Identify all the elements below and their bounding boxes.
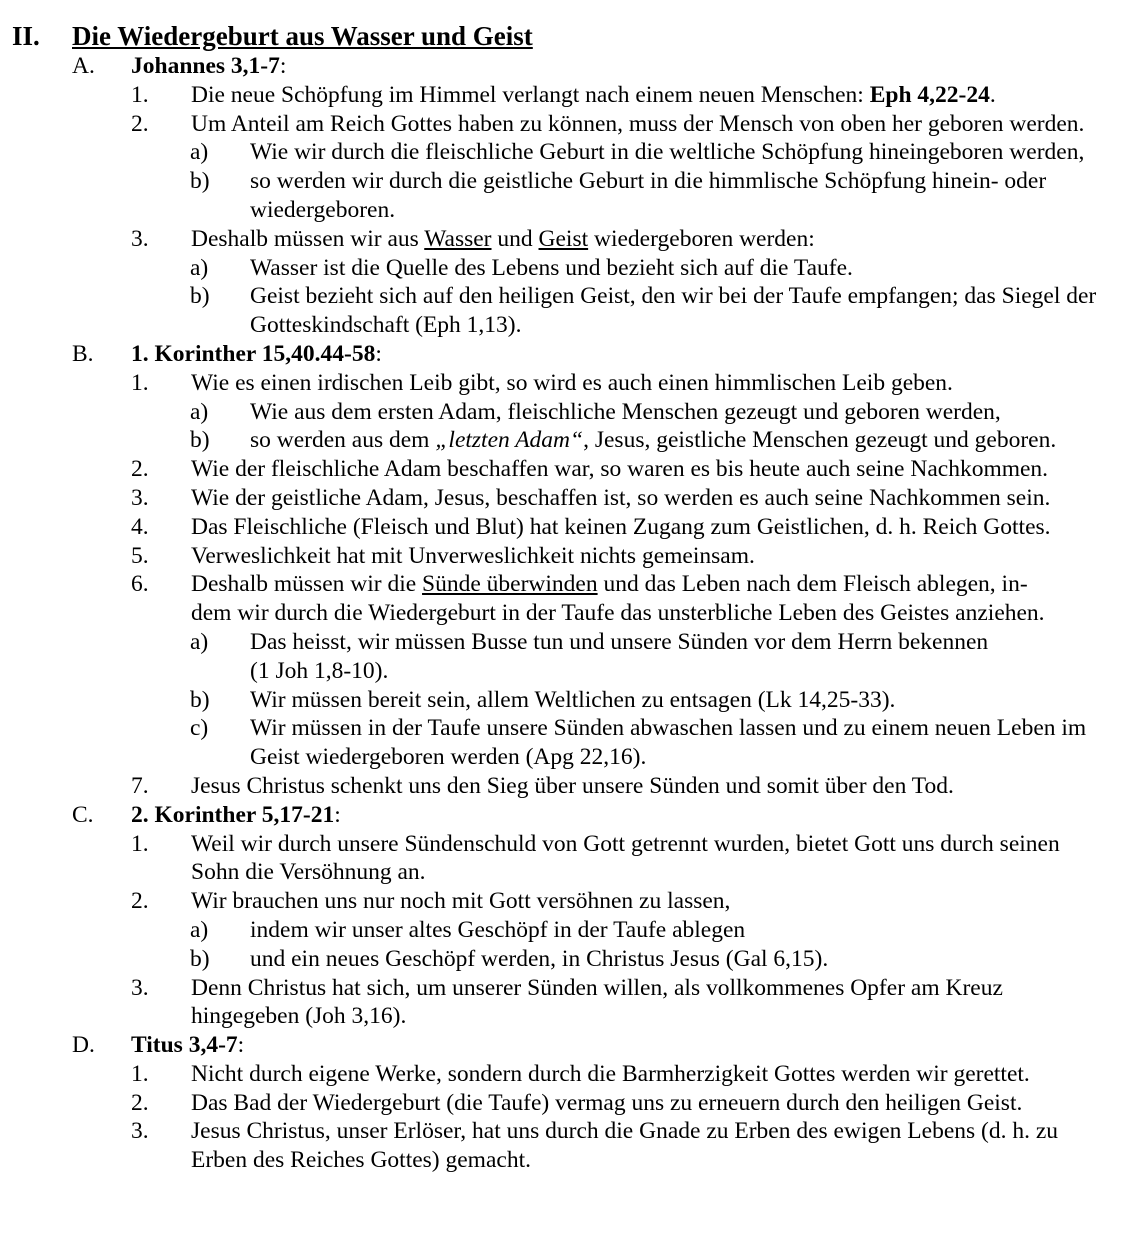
sub-list-item: b) Wir müssen bereit sein, allem Weltlichen zu entsagen (Lk 14,25-33). <box>190 686 896 713</box>
list-item: 5. Verweslichkeit hat mit Unverweslichkeit nichts gemeinsam. <box>131 542 755 569</box>
list-item: 1. Nicht durch eigene Werke, sondern durch die Barmherzigkeit Gottes werden wir gerettet. <box>131 1060 1030 1087</box>
section-letter: C. <box>72 801 94 828</box>
section-reference: Johannes 3,1-7 <box>131 53 280 79</box>
section-letter: B. <box>72 340 94 367</box>
underlined-term: Sünde überwinden <box>422 571 598 598</box>
list-item: 2. Das Bad der Wiedergeburt (die Taufe) vermag uns zu erneuern durch den heiligen Geist. <box>131 1089 1023 1116</box>
section-reference: 2. Korinther 5,17-21 <box>131 801 335 828</box>
section-heading-b: B. 1. Korinther 15,40.44-58: <box>72 340 382 367</box>
chapter-heading <box>0 20 1125 52</box>
section-heading-c: C. 2. Korinther 5,17-21: <box>72 801 341 828</box>
list-item: 2. Wir brauchen uns nur noch mit Gott versöhnen zu lassen, <box>131 888 731 915</box>
underlined-term: Wasser <box>424 225 492 252</box>
section-heading-a: A. Johannes 3,1-7: <box>72 53 287 79</box>
list-item: 3. Denn Christus hat sich, um unserer Sünden willen, als vollkommenes Opfer am Kreuz hingegeben (Joh 3,16). <box>131 974 1003 1030</box>
sub-list-item: a) Wie wir durch die fleischliche Geburt in die weltliche Schöpfung hineingeboren werden, <box>190 139 1085 166</box>
list-item: 2. Wie der fleischliche Adam beschaffen war, so waren es bis heute auch seine Nachkommen. <box>131 456 1049 483</box>
list-item: 3. Deshalb müssen wir aus Wasser und Geist wiedergeboren werden: <box>131 225 815 252</box>
sub-list-item: b) so werden aus dem „letzten Adam“, Jesus, geistliche Menschen gezeugt und geboren. <box>190 427 1057 454</box>
italic-quote: „letzten Adam“ <box>435 427 584 454</box>
list-item: 1. Wie es einen irdischen Leib gibt, so wird es auch einen himmlischen Leib geben. <box>131 369 953 396</box>
list-item: 4. Das Fleischliche (Fleisch und Blut) hat keinen Zugang zum Geistlichen, d. h. Reich Gottes. <box>131 513 1051 540</box>
list-item: 3. Jesus Christus, unser Erlöser, hat uns durch die Gnade zu Erben des ewigen Lebens (d. h. zu Erben des Reiches Gottes) gemacht. <box>131 1118 1059 1174</box>
section-letter: A. <box>72 53 95 79</box>
chapter-title: Die Wiedergeburt aus Wasser und Geist <box>72 21 533 51</box>
sub-list-item: b) so werden wir durch die geistliche Geburt in die himmlische Schöpfung hinein- oder wiedergeboren. <box>190 168 1047 223</box>
bible-reference: Eph 4,22-24 <box>869 81 990 108</box>
sub-list-item: a) Wie aus dem ersten Adam, fleischliche Menschen gezeugt und geboren werden, <box>190 398 1001 425</box>
sub-list-item: c) Wir müssen in der Taufe unsere Sünden abwaschen lassen und zu einem neuen Leben im Geist wiedergeboren werden (Apg 22,16). <box>190 715 1087 771</box>
sub-list-item: b) Geist bezieht sich auf den heiligen Geist, den wir bei der Taufe empfangen; das Siegel der Gotteskindschaft (Eph 1,13). <box>190 283 1097 339</box>
list-item: 3. Wie der geistliche Adam, Jesus, beschaffen ist, so werden es auch seine Nachkommen sein. <box>131 484 1051 511</box>
document-page <box>0 20 1125 1175</box>
section-reference: Titus 3,4-7 <box>131 1032 238 1059</box>
list-item: 6. Deshalb müssen wir die Sünde überwinden und das Leben nach dem Fleisch ablegen, in- dem wir durch die Wiedergeburt in der Taufe das unsterbliche Leben des Geistes anziehen. <box>131 571 1045 627</box>
sub-list-item: a) Das heisst, wir müssen Busse tun und unsere Sünden vor dem Herrn bekennen (1 Joh 1,8-10). <box>190 628 989 684</box>
list-item: 7. Jesus Christus schenkt uns den Sieg über unsere Sünden und somit über den Tod. <box>131 772 954 799</box>
section-reference: 1. Korinther 15,40.44-58 <box>131 340 376 367</box>
section-letter: D. <box>72 1032 95 1059</box>
list-item: 1. Die neue Schöpfung im Himmel verlangt nach einem neuen Menschen: Eph 4,22-24. <box>131 81 996 108</box>
sub-list-item: a) indem wir unser altes Geschöpf in der Taufe ablegen <box>190 916 746 943</box>
section-heading-d: D. Titus 3,4-7: <box>72 1032 245 1059</box>
list-item: 2. Um Anteil am Reich Gottes haben zu können, muss der Mensch von oben her geboren werden. <box>131 110 1085 137</box>
sub-list-item: a) Wasser ist die Quelle des Lebens und bezieht sich auf die Taufe. <box>190 254 853 281</box>
list-item: 1. Weil wir durch unsere Sündenschuld von Gott getrennt wurden, bietet Gott uns durch seinen Sohn die Versöhnung an. <box>131 830 1060 886</box>
sub-list-item: b) und ein neues Geschöpf werden, in Christus Jesus (Gal 6,15). <box>190 945 829 972</box>
chapter-number: II. <box>12 21 40 51</box>
underlined-term: Geist <box>538 225 589 252</box>
